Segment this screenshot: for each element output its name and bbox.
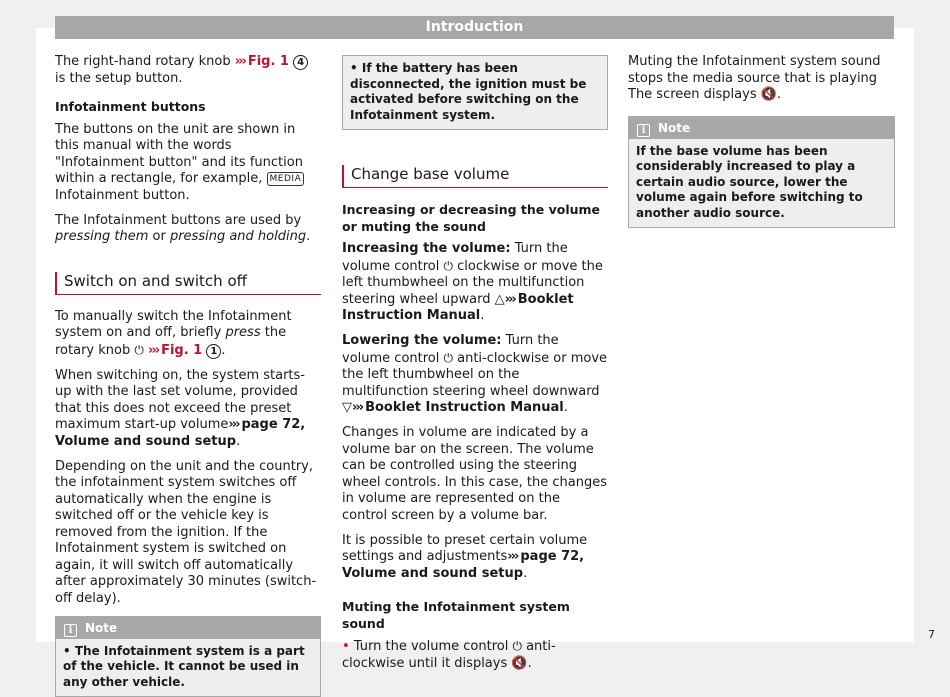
volume-knob-icon: ⏻ [512, 639, 522, 653]
reference-arrow-icon: ››› [505, 292, 515, 307]
page-reference[interactable]: page 72, Volume and sound setup [55, 417, 305, 449]
note-body: • The Infotainment system is a part of the vehicle. It cannot be used in any other vehicle. [56, 639, 320, 697]
paragraph-setup-button: The right-hand rotary knob ››› Fig. 1 4 is the setup button. [55, 54, 321, 87]
callout-number: 1 [206, 344, 221, 359]
booklet-reference[interactable]: Booklet Instruction Manual [365, 400, 564, 415]
page-reference[interactable]: page 72, Volume and sound setup [342, 549, 584, 581]
reference-arrow-icon: ››› [235, 54, 245, 69]
volume-knob-icon: ⏻ [444, 351, 454, 365]
section-title-change-volume: Change base volume [342, 165, 608, 188]
section-title-switch-on-off: Switch on and switch off [55, 272, 321, 295]
warning-body: • If the battery has been disconnected, the ignition must be activated before switching on the Infotainment system. [343, 56, 607, 129]
column-left [55, 54, 321, 697]
bullet-icon: • [342, 639, 350, 654]
paragraph-mute-result: Muting the Infotainment system sound stops the media source that is playing The screen displays 🔇. [628, 54, 895, 104]
reference-arrow-icon: ››› [507, 549, 517, 564]
paragraph-volume-bar: Changes in volume are indicated by a volume bar on the screen. The volume can be controlled using the steering wheel controls. In this case, the changes in volume are represented on the control screen by a volume bar. [342, 425, 608, 524]
reference-arrow-icon: ››› [352, 400, 362, 415]
warning-box [342, 55, 608, 130]
subheading-volume: Increasing or decreasing the volume or muting the sound [342, 202, 608, 235]
paragraph-startup-volume: When switching on, the system starts-up with the last set volume, provided that this does not exceed the preset maximum start-up volume››› page 72, Volume and sound setup. [55, 368, 321, 451]
media-button-label: MEDIA [267, 172, 305, 186]
info-icon: i [637, 124, 650, 137]
paragraph-manual-switch: To manually switch the Infotainment system on and off, briefly press the rotary knob ⏻ ››› Fig. 1 1 . [55, 309, 321, 360]
note-header: i Note [56, 617, 320, 639]
paragraph-mute-step: • Turn the volume control ⏻ anti-clockwise until it displays 🔇. [342, 638, 608, 672]
reference-arrow-icon: ››› [148, 343, 158, 358]
booklet-reference[interactable]: Booklet Instruction Manual [342, 292, 574, 324]
power-knob-icon: ⏻ [134, 343, 144, 357]
paragraph-auto-switch-off: Depending on the unit and the country, the infotainment system switches off automatically when the engine is switched off or the vehicle key is removed from the ignition. If the Infotainment system is switched on again, it will switch off automatically after approximately 30 minutes (switch-off delay). [55, 459, 321, 608]
page-header: Introduction [55, 16, 894, 39]
figure-reference[interactable]: Fig. 1 [161, 343, 202, 358]
triangle-up-icon: △ [495, 292, 505, 307]
figure-reference[interactable]: Fig. 1 [248, 54, 289, 69]
triangle-down-icon: ▽ [342, 400, 352, 415]
callout-number: 4 [293, 55, 308, 70]
column-middle [342, 54, 608, 681]
paragraph-preset-volume: It is possible to preset certain volume settings and adjustments››› page 72, Volume and sound setup. [342, 533, 608, 583]
mute-speaker-icon: 🔇 [511, 656, 527, 671]
page-number: 7 [928, 628, 935, 641]
subheading-infotainment-buttons: Infotainment buttons [55, 99, 321, 116]
paragraph-increase-volume: Increasing the volume: Turn the volume control ⏻ clockwise or move the left thumbwheel on the multifunction steering wheel upward △››› Booklet Instruction Manual. [342, 241, 608, 325]
note-header: i Note [629, 117, 894, 139]
column-right [628, 54, 895, 228]
reference-arrow-icon: ››› [228, 417, 238, 432]
note-box [628, 116, 895, 229]
paragraph-buttons: The buttons on the unit are shown in this manual with the words "Infotainment button" and its function within a rectangle, for example, MEDIA Infotainment button. [55, 122, 321, 205]
volume-knob-icon: ⏻ [444, 259, 454, 273]
note-box [55, 616, 321, 697]
mute-speaker-icon: 🔇 [761, 87, 777, 102]
info-icon: i [64, 624, 77, 637]
paragraph-lower-volume: Lowering the volume: Turn the volume control ⏻ anti-clockwise or move the left thumbwheel on the multifunction steering wheel downward ▽››› Booklet Instruction Manual. [342, 333, 608, 417]
note-body: If the base volume has been considerably increased to play a certain audio source, lower the volume again before switching to another audio source. [629, 139, 894, 228]
paragraph-button-usage: The Infotainment buttons are used by pressing them or pressing and holding. [55, 213, 321, 246]
subheading-muting: Muting the Infotainment system sound [342, 599, 608, 632]
